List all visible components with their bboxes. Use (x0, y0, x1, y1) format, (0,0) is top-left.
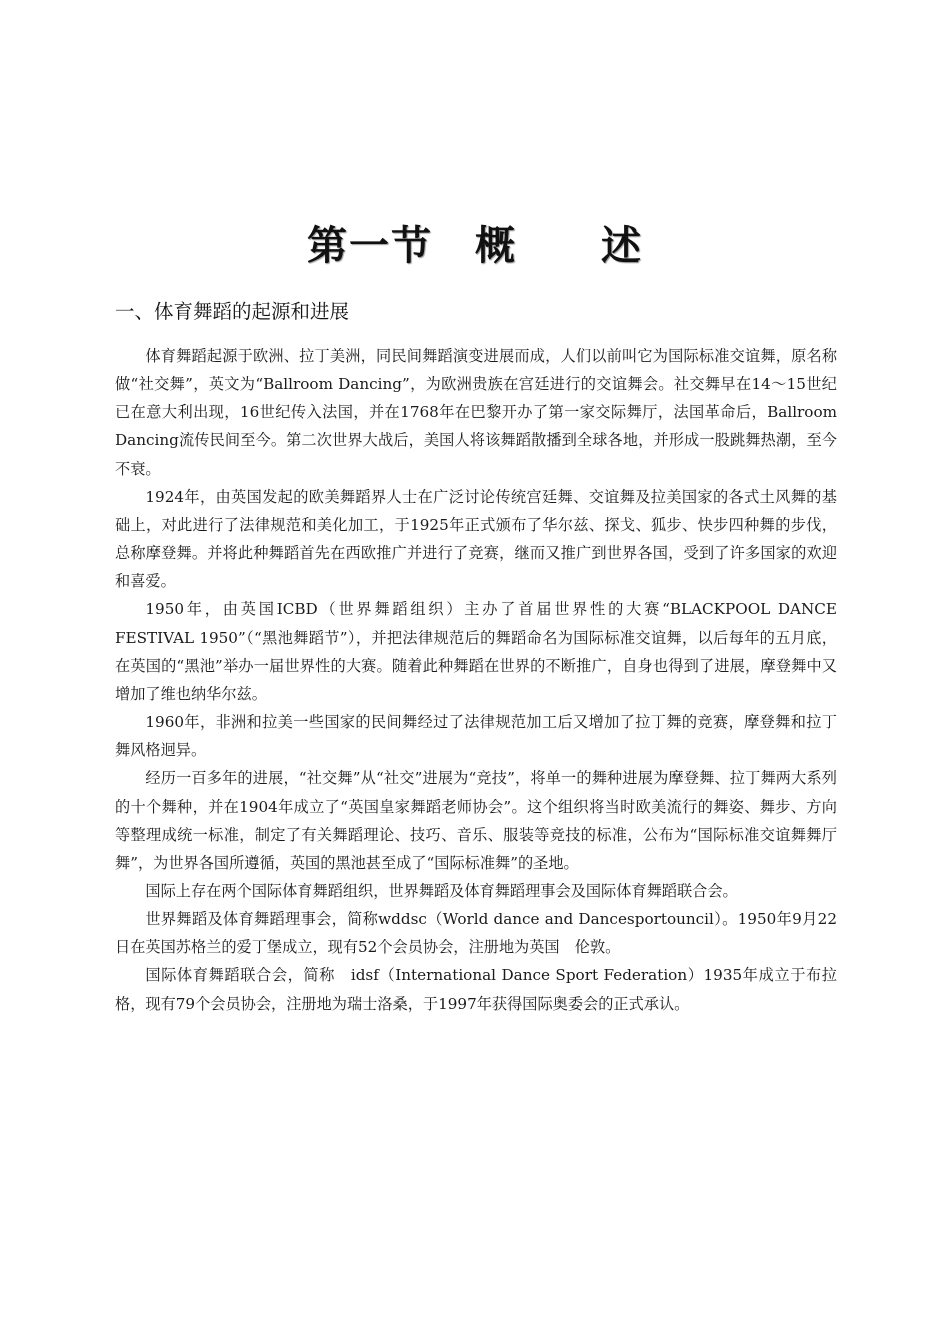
section-heading: 一、体育舞蹈的起源和进展 (115, 300, 350, 323)
paragraph: 体育舞蹈起源于欧洲、拉丁美洲，同民间舞蹈演变进展而成，人们以前叫它为国际标准交谊舞，原名称做“社交舞”，英文为“Ballroom Dancing”，为欧洲贵族在宫廷进行的交谊舞会。社交舞早在14～15世纪已在意大利出现，16世纪传入法国，并在1768年在巴黎开办了第一家交际舞厅，法国革命后，Ballroom Dancing流传民间至今。第二次世界大战后，美国人将该舞蹈散播到全球各地，并形成一股跳舞热潮，至今不衰。 (115, 347, 837, 478)
paragraph: 1960年，非洲和拉美一些国家的民间舞经过了法律规范加工后又增加了拉丁舞的竞赛，摩登舞和拉丁舞风格迥异。 (115, 713, 837, 760)
body-text (115, 342, 837, 1018)
paragraph: 世界舞蹈及体育舞蹈理事会，简称wddsc（World dance and Dancesportouncil）。1950年9月22日在英国苏格兰的爱丁堡成立，现有52个会员协会，注册地为英国 伦敦。 (115, 910, 837, 957)
chapter-title: 第一节 概 述 (307, 223, 643, 269)
paragraph: 1924年，由英国发起的欧美舞蹈界人士在广泛讨论传统宫廷舞、交谊舞及拉美国家的各式土风舞的基础上，对此进行了法律规范和美化加工，于1925年正式颁布了华尔兹、探戈、狐步、快步四种舞的步伐，总称摩登舞。并将此种舞蹈首先在西欧推广并进行了竞赛，继而又推广到世界各国，受到了许多国家的欢迎和喜爱。 (115, 487, 837, 591)
paragraph: 1950年，由英国ICBD（世界舞蹈组织）主办了首届世界性的大赛“BLACKPOOL DANCE FESTIVAL 1950”（“黑池舞蹈节”），并把法律规范后的舞蹈命名为国际标准交谊舞，以后每年的五月底，在英国的“黑池”举办一届世界性的大赛。随着此种舞蹈在世界的不断推广，自身也得到了进展，摩登舞中又增加了维也纳华尔兹。 (115, 600, 837, 703)
paragraph: 经历一百多年的进展，“社交舞”从“社交”进展为“竞技”，将单一的舞种进展为摩登舞、拉丁舞两大系列的十个舞种，并在1904年成立了“英国皇家舞蹈老师协会”。这个组织将当时欧美流行的舞姿、舞步、方向等整理成统一标准，制定了有关舞蹈理论、技巧、音乐、服装等竞技的标准，公布为“国际标准交谊舞舞厅舞”，为世界各国所遵循，英国的黑池甚至成了“国际标准舞”的圣地。 (115, 769, 837, 872)
paragraph: 国际体育舞蹈联合会，简称 idsf（International Dance Sport Federation）1935年成立于布拉格，现有79个会员协会，注册地为瑞士洛桑，于1997年获得国际奥委会的正式承认。 (115, 966, 837, 1013)
paragraph: 国际上存在两个国际体育舞蹈组织，世界舞蹈及体育舞蹈理事会及国际体育舞蹈联合会。 (145, 881, 738, 900)
